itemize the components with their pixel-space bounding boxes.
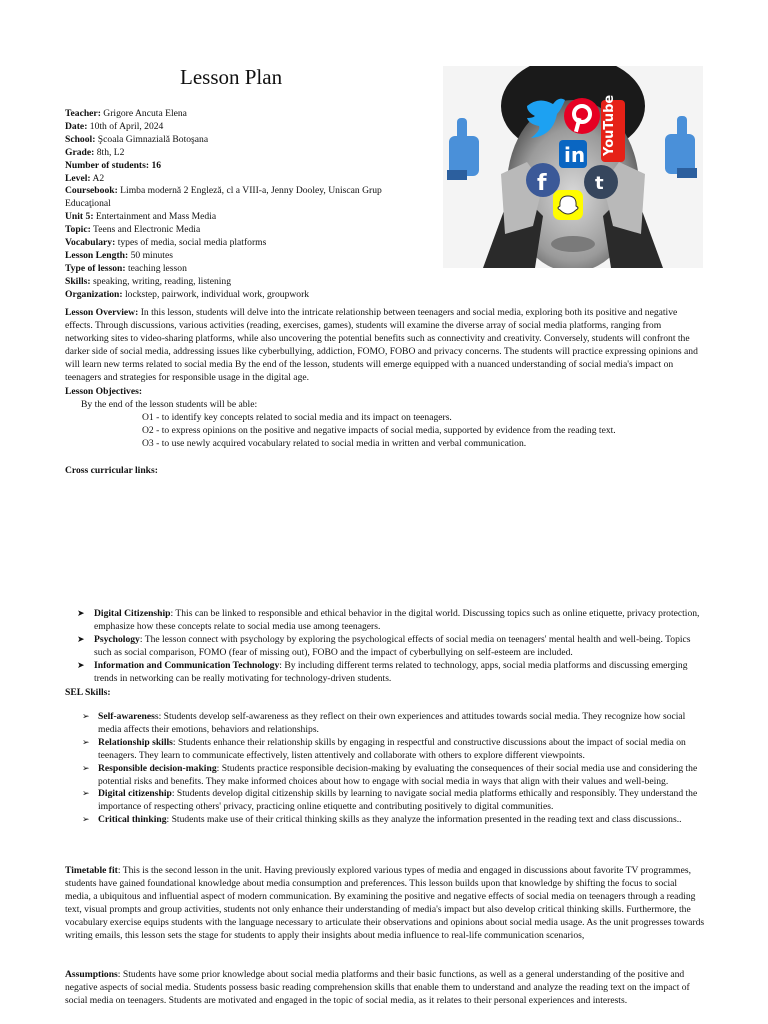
meta-length: Lesson Length: 50 minutes: [65, 249, 173, 261]
list-item: ➤ Psychology: The lesson connect with psychology by exploring the psychological effects of social media on teenagers' mental health and well-being. Topics such as social comparison, FOMO (fear of missing out), FOBO and the impact of cyberbullying on self-esteem are included.: [77, 633, 691, 658]
meta-type: Type of lesson: teaching lesson: [65, 262, 187, 274]
arrow-bullet-icon: ➢: [82, 737, 90, 748]
list-item: ➢ Digital citizenship: Students develop digital citizenship skills by learning to navigate social media platforms ethically and responsibly. They understand the importance of respecting others' privacy, practicing online etiquette and contributing positively to digital communities.: [82, 788, 698, 813]
arrow-bullet-icon: ➢: [82, 712, 90, 722]
svg-text:YouTube: YouTube: [602, 94, 617, 156]
social-media-head-photo: [443, 66, 703, 268]
meta-level: Level: A2: [65, 172, 105, 184]
meta-unit: Unit 5: Entertainment and Mass Media: [65, 211, 217, 223]
linkedin-icon: [559, 140, 587, 168]
meta-teacher: Teacher: Grigore Ancuta Elena: [65, 108, 187, 119]
arrow-bullet-icon: ➢: [82, 763, 90, 774]
arrow-bullet-icon: ➢: [82, 815, 90, 826]
meta-students: Number of students: 16: [65, 159, 162, 171]
lesson-objectives: Lesson Objectives: By the end of the lesson students will be able: O1 - to identify key concepts related to social media and its impact on teenagers. O2 - to express opinions on the positive and negative impacts of social media, supported by evidence from the reading text. O3 - to use newly acquired vocabulary related to social media in written and verbal communication.: [65, 386, 705, 451]
meta-vocabulary: Vocabulary: types of media, social media platforms: [65, 237, 267, 249]
list-item: ➢ Critical thinking: Students make use of their critical thinking skills as they analyze the information presented in the reading text and class discussions..: [82, 814, 682, 826]
snapchat-icon: [553, 190, 583, 220]
sel-skills-heading: SEL Skills:: [65, 687, 111, 698]
arrow-bullet-icon: ➤: [77, 634, 85, 645]
meta-date: Date: 10th of April, 2024: [65, 120, 164, 132]
meta-topic: Topic: Teens and Electronic Media: [65, 224, 201, 236]
arrow-bullet-icon: ➢: [82, 789, 90, 800]
objective-item: O2 - to express opinions on the positive and negative impacts of social media, supported by evidence from the reading text.: [142, 424, 616, 436]
youtube-icon: [601, 95, 625, 162]
meta-organization: Organization: lockstep, pairwork, individual work, groupwork: [65, 288, 310, 300]
list-item: ➤ Digital Citizenship: This can be linked to responsible and ethical behavior in the digital world. Discussing topics such as online etiquette, privacy protection, emphasize how these concepts relate to social media use among teenagers.: [77, 608, 700, 632]
list-item: ➢ Self-awareness: Students develop self-awareness as they reflect on their own experiences and attitudes towards social media. They recognize how social media affects their emotions, behaviors and relationships.: [82, 711, 686, 735]
lesson-overview: Lesson Overview: In this lesson, students will delve into the intricate relationship between teenagers and social media, exploring both its positive and negative effects. Through discussions, various activities (reading, exercises, games), students will examine the diverse array of social media platforms, ranging from networking sites to video-sharing platforms, while also uncovering the potential benefits such as connectivity and creativity. Conversely, students will confront the darker side of social media, addressing issues like cyberbullying, addiction, FOMO, FOBO and privacy concerns. The students will practice expressing opinions and will learn new terms related to social media By the end of the lesson, students will emerge equipped with a nuanced understanding of social media's impact on teenagers and strategies for responsible usage in the digital age.: [65, 307, 698, 383]
svg-text:in: in: [564, 143, 586, 167]
arrow-bullet-icon: ➤: [77, 609, 85, 619]
svg-text:t: t: [595, 173, 604, 194]
meta-grade: Grade: 8th, L2: [65, 146, 125, 158]
assumptions: Assumptions: Students have some prior knowledge about social media platforms and their basic functions, as well as a general understanding of the positive and negative aspects of social media. Students possess basic reading comprehension skills that enable them to understand and analyze the reading text on the impact of social media on teenagers. Students are motivated and engaged in the topic of social media, as it relates to their personal experiences and interests.: [65, 969, 690, 1006]
svg-text:f: f: [537, 171, 547, 196]
objectives-intro: By the end of the lesson students will be able:: [81, 398, 258, 410]
cross-curricular-heading: Cross curricular links:: [65, 465, 158, 476]
photo-illustration: [443, 66, 703, 268]
arrow-bullet-icon: ➤: [77, 660, 85, 671]
sel-skills-list: [82, 711, 702, 827]
pinterest-icon: [564, 98, 600, 134]
list-item: ➢ Responsible decision-making: Students practice responsible decision-making by evaluating the consequences of their social media use and considering the potential risks and benefits. They make informed choices about how to engage with social media in ways that align with their values and well-being.: [82, 762, 698, 787]
meta-coursebook: Coursebook: Limba modernă 2 Engleză, cl a VIII-a, Jenny Dooley, Uniscan Grup Educaţional: [65, 185, 382, 210]
page-title: Lesson Plan: [180, 65, 283, 89]
facebook-icon: [526, 163, 560, 197]
list-item: ➤ Information and Communication Technology: By including different terms related to technology, apps, social media platforms and discussing emerging trends in networking can be really motivating for technology-driven students.: [77, 659, 688, 684]
lesson-meta: [65, 108, 425, 302]
objective-item: O3 - to use newly acquired vocabulary related to social media in written and verbal communication.: [142, 437, 527, 449]
list-item: ➢ Relationship skills: Students enhance their relationship skills by engaging in respectful and constructive discussions about the impact of social media on teenagers. They learn to communicate effectively, listen attentively and collaborate with others to explore different viewpoints.: [82, 736, 686, 761]
meta-school: School: Şcoala Gimnazială Botoşana: [65, 133, 209, 145]
cross-curricular-list: [77, 608, 707, 685]
tumblr-icon: [584, 165, 618, 199]
timetable-fit: Timetable fit: This is the second lesson in the unit. Having previously explored various types of media and engaged in discussions about favorite TV programmes, students have gained foundational knowledge about media consumption and preferences. This lesson builds upon that knowledge by shifting the focus to social media, a ubiquitous and influential aspect of modern communication. By examining the positive and negative effects of social media on teenagers through a reading text, visual prompts and group activities, students not only enhance their understanding of media's impact but also develop critical thinking skills. Furthermore, the vocabulary exercise equips students with the language necessary to articulate their observations and opinions about social media usage. As the unit progresses towards writing emails, this lesson sets the stage for students to apply their insights about media influence to real-life communication scenarios,: [65, 865, 705, 941]
objective-item: O1 - to identify key concepts related to social media and its impact on teenagers.: [142, 411, 452, 423]
meta-skills: Skills: speaking, writing, reading, listening: [65, 275, 232, 287]
